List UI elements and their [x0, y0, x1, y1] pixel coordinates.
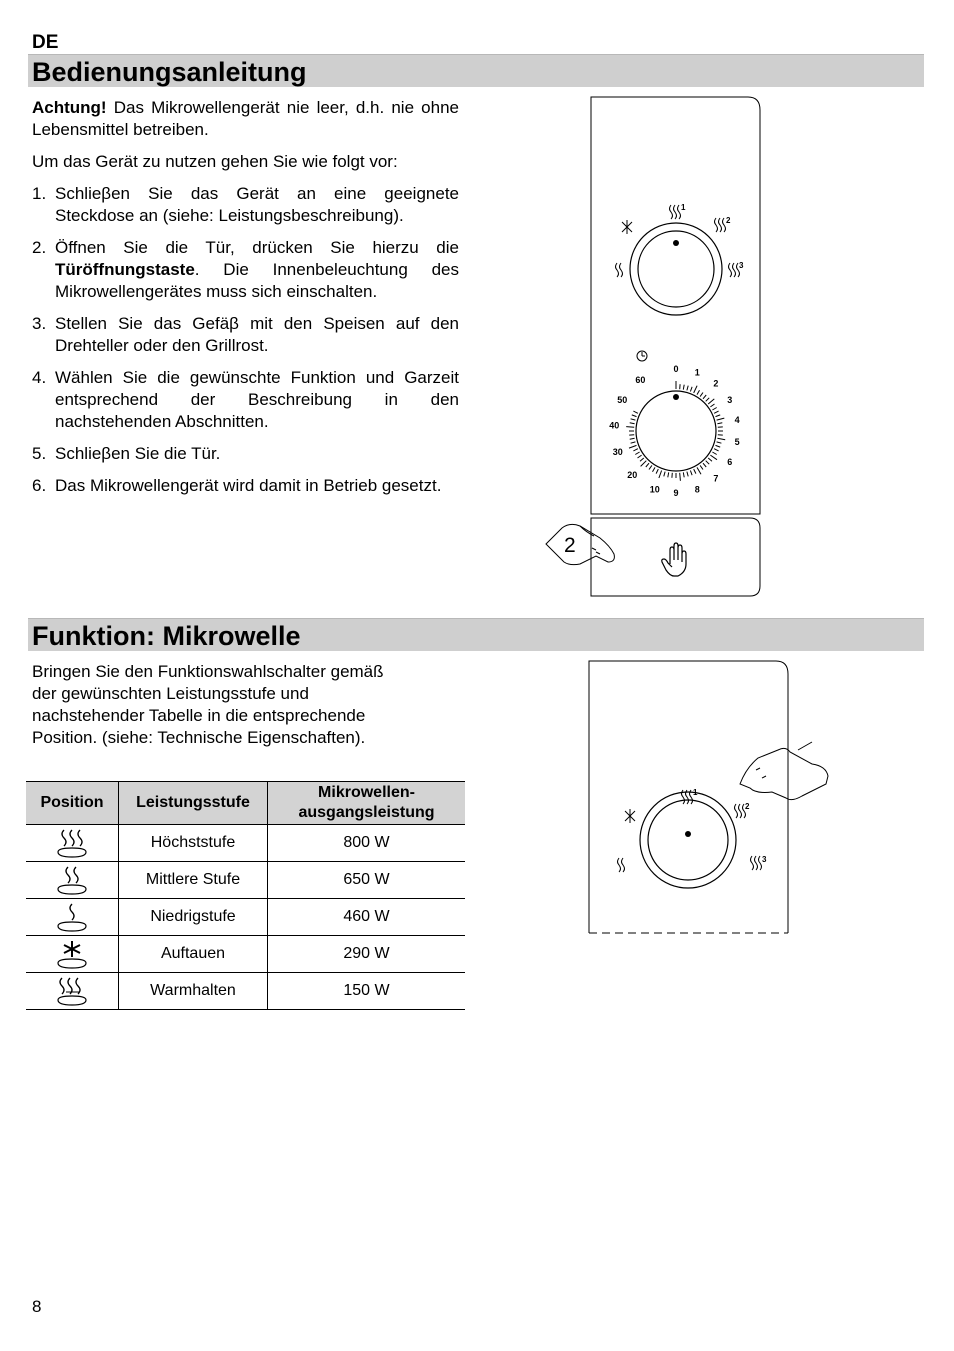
door-open-button-icon[interactable] [662, 543, 686, 576]
microwave-intro [32, 661, 472, 749]
timer-tick [656, 469, 658, 474]
timer-tick [717, 442, 722, 443]
level-cell: Mittlere Stufe [119, 862, 268, 899]
table-row [26, 899, 465, 936]
step-item [32, 367, 459, 433]
power-sup-1: 1 [693, 788, 698, 797]
section-title: Funktion: Mikrowelle [32, 621, 301, 651]
timer-label: 60 [635, 375, 646, 386]
timer-tick [708, 399, 714, 404]
timer-tick [717, 438, 725, 439]
table-row [26, 862, 465, 899]
step-text: Schlieβen Sie die Tür. [55, 444, 221, 463]
warning-paragraph [32, 97, 459, 141]
timer-tick [697, 390, 700, 394]
timer-tick [653, 467, 656, 471]
step-text: . Die Innenbeleuchtung des Mikrowellengerätes muss sich einschalten. [55, 260, 459, 301]
intro-line: nachstehender Tabelle in die entsprechende [32, 706, 366, 725]
hand-number: 2 [564, 534, 576, 557]
timer-tick [638, 455, 642, 458]
function-dial [640, 792, 736, 888]
timer-tick [641, 461, 647, 467]
timer-tick [703, 463, 706, 467]
step-number: 5. [32, 444, 47, 463]
language-code: DE [32, 32, 59, 53]
step-text: Das Mikrowellengerät wird damit in Betrieb gesetzt. [55, 476, 442, 495]
timer-tick [703, 395, 706, 399]
warning-label: Achtung! [32, 98, 107, 117]
function-dial [630, 223, 722, 315]
timer-label: 3 [727, 395, 733, 405]
defrost-icon [26, 936, 119, 973]
timer-tick [706, 461, 710, 465]
step-item [32, 475, 459, 497]
timer-tick [700, 393, 703, 397]
column-header-position: Position [26, 782, 119, 825]
function-dial-figure [580, 656, 840, 940]
timer-label: 30 [612, 447, 623, 458]
timer-label: 0 [673, 364, 679, 374]
instructions-text [32, 97, 459, 497]
timer-label: 1 [694, 367, 700, 378]
timer-tick [632, 415, 637, 417]
section-header-microwave [28, 618, 924, 651]
control-panel-figure [540, 94, 780, 600]
step-item [32, 443, 459, 465]
intro-line: Bringen Sie den Funktionswahlschalter gemäß [32, 662, 384, 681]
page-number: 8 [32, 1297, 42, 1316]
warning-text: Das Mikrowellengerät nie leer, d.h. nie ohne Lebensmittel betreiben. [32, 98, 459, 139]
step-item [32, 183, 459, 227]
output-cell: 800 W [268, 825, 466, 862]
timer-tick [664, 472, 665, 477]
timer-tick [687, 472, 688, 477]
timer-tick [710, 455, 717, 460]
output-cell: 460 W [268, 899, 466, 936]
medium-power-icon [26, 862, 119, 899]
timer-tick [717, 418, 725, 420]
timer-label: 40 [609, 420, 620, 431]
timer-tick [690, 471, 692, 476]
timer-tick [694, 386, 697, 393]
keep-warm-icon [26, 973, 119, 1010]
low-power-icon [26, 899, 119, 936]
step-number: 6. [32, 476, 47, 495]
timer-tick [629, 445, 637, 448]
timer-tick [714, 449, 719, 451]
column-header-output: Mikrowellen- ausgangsleistung [268, 782, 466, 825]
timer-tick [631, 442, 636, 443]
step-text: Schlieβen Sie das Gerät an eine geeignete Steckdose an (siehe: Leistungsbeschreibung). [55, 184, 459, 225]
intro-line: der gewünschten Leistungsstufe und [32, 684, 309, 703]
power-level-3-icon [729, 263, 740, 277]
column-header-level: Leistungsstufe [119, 782, 268, 825]
level-cell: Niedrigstufe [119, 899, 268, 936]
steps-list [32, 183, 459, 497]
power-level-2-icon [735, 804, 746, 818]
step-number: 4. [32, 368, 47, 387]
timer-tick [631, 419, 636, 420]
power-level-1-icon [670, 205, 681, 219]
step-item [32, 313, 459, 357]
timer-tick [708, 458, 712, 461]
timer-tick [697, 467, 701, 474]
timer-tick [683, 472, 684, 477]
low-power-icon [616, 263, 623, 277]
level-cell: Auftauen [119, 936, 268, 973]
timer-tick [680, 473, 681, 481]
timer-tick [687, 386, 688, 391]
timer-tick [712, 408, 716, 411]
door-button-panel [591, 518, 760, 596]
power-level-3-icon [751, 856, 762, 870]
door-button-name: Türöffnungstaste [55, 260, 195, 279]
intro-paragraph: Um das Gerät zu nutzen gehen Sie wie folgt vor: [32, 152, 398, 171]
timer-label: 6 [727, 457, 733, 467]
defrost-icon [622, 220, 632, 234]
step-item [32, 237, 459, 303]
output-cell: 650 W [268, 862, 466, 899]
section-header-instructions [28, 54, 924, 87]
timer-tick [630, 438, 635, 439]
timer-tick [640, 458, 644, 461]
step-number: 1. [32, 184, 47, 203]
low-power-icon [618, 858, 625, 872]
step-text: Stellen Sie das Gefäβ mit den Speisen auf den Drehteller oder den Grillrost. [55, 314, 459, 355]
hand-pointer-icon [740, 742, 828, 800]
timer-tick [668, 472, 669, 477]
defrost-icon [625, 809, 635, 823]
timer-label: 20 [627, 469, 638, 480]
timer-tick [694, 469, 696, 474]
level-cell: Warmhalten [119, 973, 268, 1010]
table-row [26, 973, 465, 1010]
high-power-icon [26, 825, 119, 862]
timer-tick [649, 465, 652, 469]
timer-tick [706, 398, 710, 402]
timer-tick [717, 423, 722, 424]
timer-label: 5 [734, 436, 740, 447]
timer-tick [712, 452, 716, 455]
step-number: 2. [32, 238, 47, 257]
power-sup-3: 3 [739, 261, 744, 270]
power-sup-2: 2 [726, 216, 731, 225]
level-cell: Höchststufe [119, 825, 268, 862]
timer-label: 8 [694, 484, 700, 495]
timer-label: 10 [649, 484, 660, 495]
timer-tick [635, 452, 639, 455]
intro-line: Position. (siehe: Technische Eigenschaften). [32, 728, 366, 747]
timer-tick [659, 471, 662, 479]
timer-tick [626, 427, 634, 428]
timer-tick [683, 385, 684, 390]
timer-tick [633, 449, 638, 451]
timer-label: 7 [713, 473, 719, 484]
table-row [26, 825, 465, 862]
timer-label: 9 [673, 488, 679, 498]
output-cell: 150 W [268, 973, 466, 1010]
power-sup-1: 1 [681, 203, 686, 212]
table-header-row [26, 782, 465, 825]
timer-label: 4 [734, 415, 740, 426]
section-title: Bedienungsanleitung [32, 57, 307, 87]
power-level-table [26, 781, 465, 1010]
timer-tick [716, 415, 721, 417]
timer-tick [716, 445, 721, 447]
timer-tick [710, 404, 714, 407]
power-sup-2: 2 [745, 802, 750, 811]
output-cell: 290 W [268, 936, 466, 973]
hand-pointer-icon [546, 524, 614, 564]
timer-tick [630, 423, 635, 424]
step-number: 3. [32, 314, 47, 333]
timer-tick [646, 463, 649, 467]
timer-tick [690, 387, 692, 392]
panel-outline [589, 661, 788, 933]
table-row [26, 936, 465, 973]
power-sup-3: 3 [762, 855, 767, 864]
timer-label: 50 [617, 395, 628, 405]
timer-label: 2 [713, 378, 719, 389]
step-text: Öffnen Sie die Tür, drücken Sie hierzu die [55, 238, 459, 257]
timer-tick [714, 411, 719, 413]
power-level-2-icon [715, 218, 726, 232]
step-text: Wählen Sie die gewünschte Funktion und Garzeit entsprechend der Beschreibung in den nachstehenden Abschnitten. [55, 368, 459, 431]
timer-tick [700, 465, 703, 469]
timer-tick [633, 411, 638, 413]
clock-icon [637, 351, 647, 361]
